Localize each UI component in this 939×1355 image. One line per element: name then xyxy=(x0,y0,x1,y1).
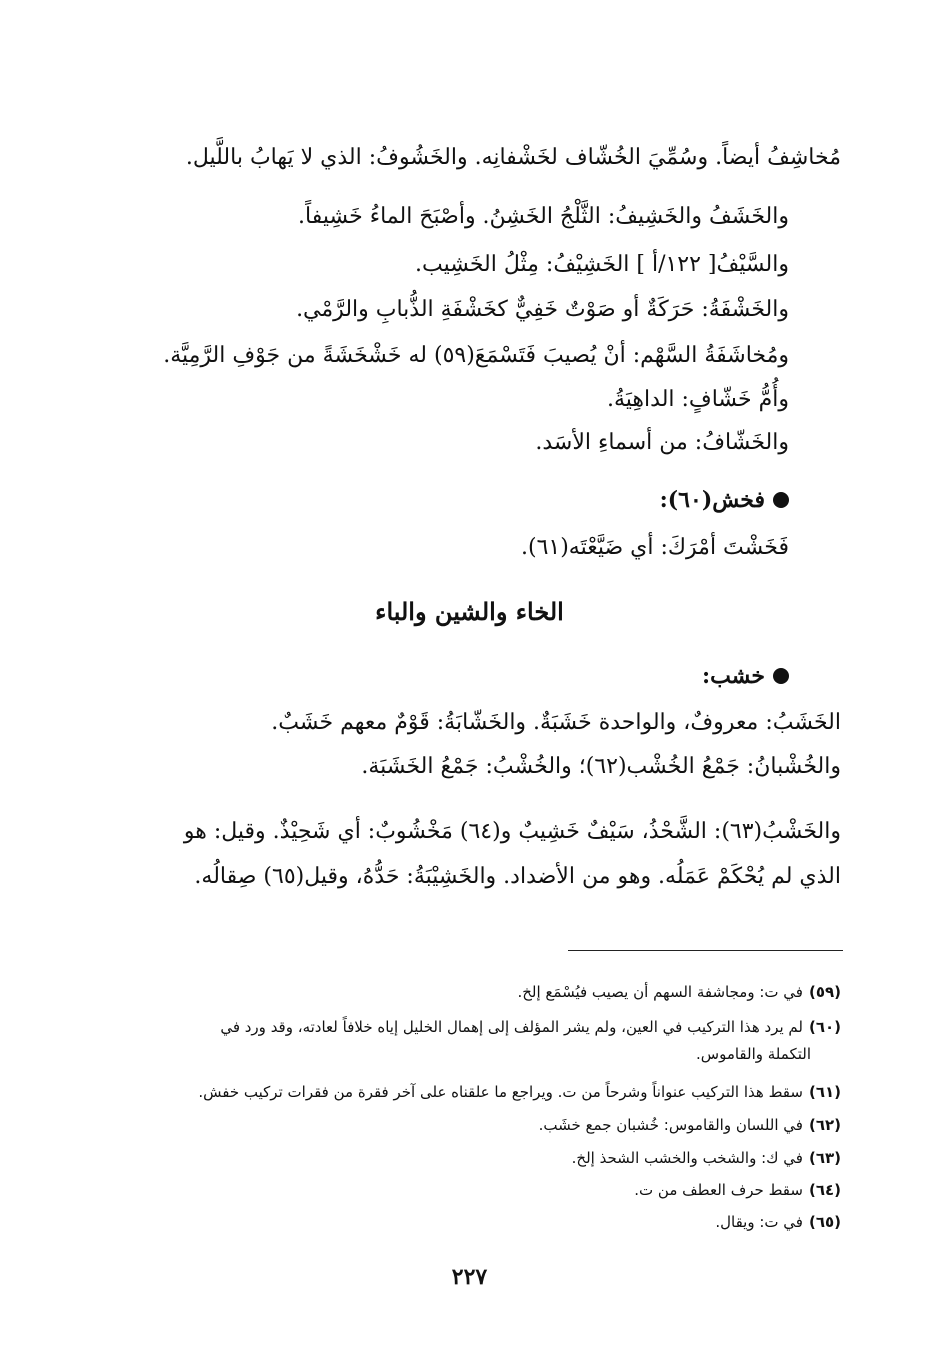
entry-title: فخش(٦٠): xyxy=(659,487,765,513)
entry-title: خشب: xyxy=(702,663,765,689)
text-line: والخَشْبُ(٦٣): الشَّحْذُ، سَيْفٌ خَشِيبٌ و(٦٤) مَخْشُوبٌ: أي شَحِيْذٌ. وقيل: هو xyxy=(183,819,841,844)
footnote: (٦١)سقط هذا التركيب عنواناً وشرحاً من ت. ويراجع ما علقناه على آخر فقرة من فقرات تركيب خفش. xyxy=(198,1083,841,1101)
bullet-icon xyxy=(773,492,789,508)
bullet-icon xyxy=(773,668,789,684)
text-line: والخَشّافُ: من أسماءِ الأسَد. xyxy=(535,430,789,455)
text-line: مُخاشِفُ أيضاً. وسُمِّيَ الخُشّاف لخَشْفانِه. والخَشُوفُ: الذي لا يَهابُ باللَّيل. xyxy=(185,145,841,170)
text-line: والخَشَفُ والخَشِيفُ: الثَّلْجُ الخَشِنُ. وأصْبَحَ الماءُ خَشِيفاً. xyxy=(298,204,789,229)
footnote: (٦٢)في اللسان والقاموس: خُشبان جمع خشَب. xyxy=(538,1116,841,1134)
entry-heading xyxy=(660,487,789,513)
text-line: والخَشْفَةُ: حَرَكَةٌ أو صَوْتٌ خَفِيٌّ كخَشْفَةِ الذُّبابِ والرَّمْي. xyxy=(296,297,789,322)
footnote: (٥٩)في ت: ومجاشفة السهم أن يصيب فيُسْمَع إلخ. xyxy=(517,983,841,1001)
text-line: الذي لم يُحْكَمْ عَمَلُه. وهو من الأضداد. والخَشِيْبَةُ: حَدُّهُ، وقيل(٦٥) صِقالُه. xyxy=(194,864,841,889)
text-line: وأُمُّ خَشّافٍ: الداهِيَةُ. xyxy=(607,387,789,412)
footnote-continuation: التكملة والقاموس. xyxy=(696,1045,811,1063)
footnote: (٦٥)في ت: ويقال. xyxy=(715,1213,841,1231)
footnote: (٦٣)في ك: والشخب والخشب الشحذ إلخ. xyxy=(571,1149,841,1167)
text-line: الخَشَبُ: معروفٌ، والواحدة خَشَبَةٌ. والخَشّابَةُ: قَوْمٌ معهم خَشَبٌ. xyxy=(271,710,841,735)
footnote-separator xyxy=(568,950,843,951)
text-line: فَخَشْتَ أمْرَكَ: أي ضَيَّعْتَه(٦١). xyxy=(520,535,789,560)
text-line: والخُشْبانُ: جَمْعُ الخُشْب(٦٢)؛ والخُشْبُ: جَمْعُ الخَشَبَة. xyxy=(361,754,841,779)
text-line: والسَّيْفُ[ ١٢٢/أ ] الخَشِيْفُ: مِثْلُ الخَشِيب. xyxy=(414,252,789,277)
text-line: ومُخاشَفَةُ السَّهْم: أنْ يُصيبَ فَتَسْمَعَ(٥٩) له خَشْخَشَةً من جَوْفِ الرَّمِيَّة. xyxy=(163,343,789,368)
footnote: (٦٠)لم يرد هذا التركيب في العين، ولم يشر المؤلف إلى إهمال الخليل إياه خلافاً لعادته، وقد ورد في xyxy=(220,1018,841,1036)
footnote: (٦٤)سقط حرف العطف من ت. xyxy=(634,1181,841,1199)
entry-heading xyxy=(702,663,789,689)
section-title: الخاء والشين والباء xyxy=(375,597,564,626)
page-number: ٢٢٧ xyxy=(451,1264,488,1290)
